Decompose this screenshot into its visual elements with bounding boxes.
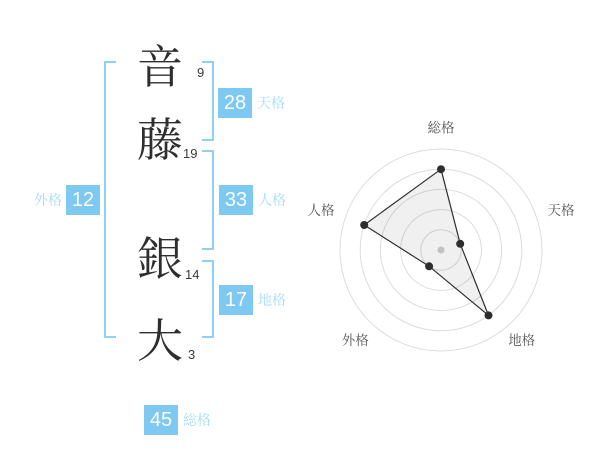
chikaku-label: 地格 xyxy=(258,292,286,308)
radar-axis-label-gaikaku: 外格 xyxy=(341,333,369,349)
radar-point-tenkaku xyxy=(456,240,464,248)
tenkaku-label: 天格 xyxy=(257,95,285,111)
chikaku-bracket xyxy=(202,260,214,338)
name-char-3: 銀 xyxy=(137,233,183,285)
radar-point-soukaku xyxy=(437,165,445,173)
radar-axis-label-soukaku: 総格 xyxy=(427,120,455,136)
radar-point-chikaku xyxy=(485,311,493,319)
radar-center-dot xyxy=(438,247,445,254)
gaikaku-label: 外格 xyxy=(34,192,62,208)
stroke-count-4: 3 xyxy=(188,347,196,362)
radar-point-jinkaku xyxy=(360,221,368,229)
radar-axis-label-jinkaku: 人格 xyxy=(307,202,335,218)
stroke-count-3: 14 xyxy=(185,267,200,282)
gaikaku-value-badge: 12 xyxy=(66,185,100,215)
stroke-count-2: 19 xyxy=(183,146,198,161)
gaikaku-bracket xyxy=(104,61,116,338)
name-char-1: 音 xyxy=(137,41,183,93)
jinkaku-value-badge: 33 xyxy=(219,185,253,215)
soukaku-label: 総格 xyxy=(183,412,211,428)
radar-value-polygon xyxy=(364,169,488,315)
name-char-4: 大 xyxy=(137,315,183,367)
tenkaku-value-badge: 28 xyxy=(218,88,252,118)
radar-chart xyxy=(291,100,591,400)
radar-axis-label-tenkaku: 天格 xyxy=(547,202,575,218)
tenkaku-bracket xyxy=(202,61,214,141)
chikaku-value-badge: 17 xyxy=(219,285,253,315)
radar-point-gaikaku xyxy=(425,262,433,270)
radar-axis-label-chikaku: 地格 xyxy=(508,333,536,349)
jinkaku-label: 人格 xyxy=(258,192,286,208)
name-char-2: 藤 xyxy=(137,114,183,166)
stroke-count-1: 9 xyxy=(197,65,205,80)
soukaku-value-badge: 45 xyxy=(144,405,178,435)
jinkaku-bracket xyxy=(202,150,214,250)
